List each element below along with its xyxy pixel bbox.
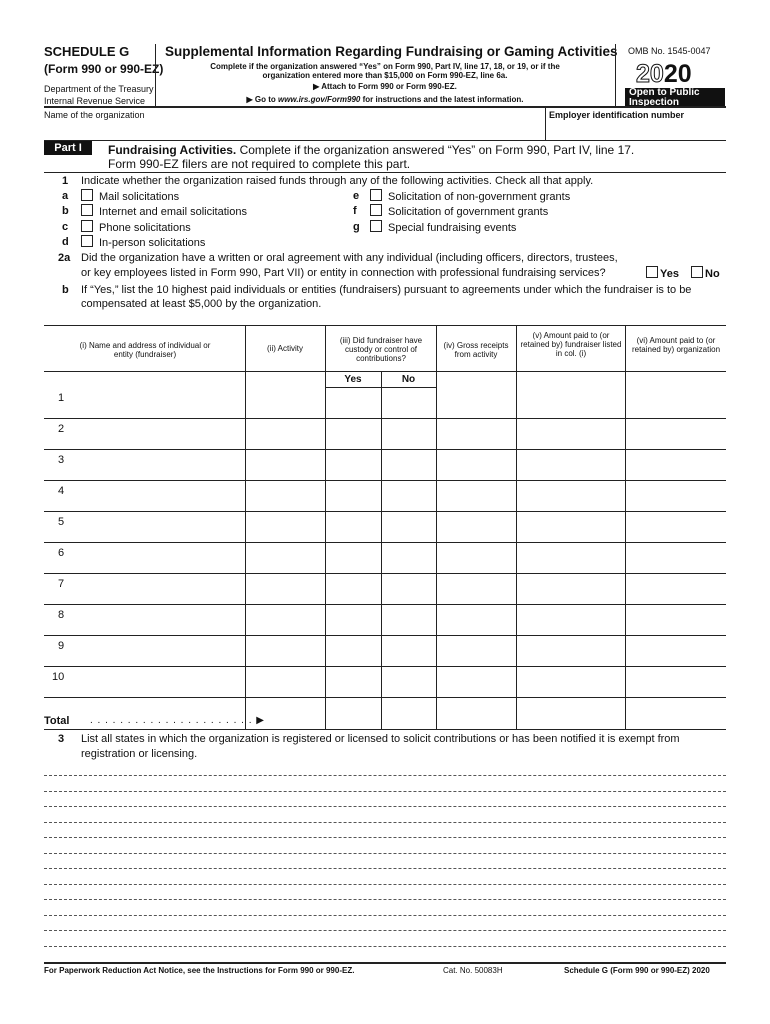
row-number: 8: [58, 609, 65, 621]
subtitle-line1: Complete if the organization answered “Yes” on Form 990, Part IV, line 17, 18, or 19, or if the: [210, 62, 560, 71]
row-number: 10: [52, 671, 65, 683]
subtitle-line2: organization entered more than $15,000 on Form 990-EZ, line 6a.: [262, 71, 508, 80]
option-in-person-solicitations[interactable]: In-person solicitations: [81, 235, 205, 249]
ein-label: Employer identification number: [549, 110, 685, 120]
entry-line[interactable]: [44, 822, 726, 823]
total-label: Total: [44, 715, 70, 727]
option-e-letter: e: [353, 190, 360, 202]
footer-form-id: Schedule G (Form 990 or 990-EZ) 2020: [564, 966, 710, 975]
row-number: 2: [58, 423, 65, 435]
total-paid-org-field[interactable]: [626, 698, 725, 729]
total-leader-dots: . . . . . . . . . . . . . . . . . . . . . . ▶: [90, 715, 265, 726]
row-number: 4: [58, 485, 65, 497]
entry-line[interactable]: [44, 946, 726, 947]
line2a-yes-option[interactable]: Yes: [646, 266, 679, 280]
option-a-letter: a: [62, 190, 69, 202]
option-d-letter: d: [62, 236, 69, 248]
omb-number: OMB No. 1545-0047: [628, 46, 711, 56]
entry-line[interactable]: [44, 853, 726, 854]
line1-number: 1: [62, 175, 69, 187]
line2b-number: b: [62, 284, 69, 296]
part1-label: Part I: [44, 141, 92, 155]
total-gross-receipts-field[interactable]: [437, 698, 515, 729]
row-number: 1: [58, 392, 65, 404]
checkbox-gov-grants[interactable]: [370, 204, 382, 216]
col-paid-to-org-header: (vi) Amount paid to (or retained by) organization: [631, 336, 721, 355]
option-non-government-grants[interactable]: Solicitation of non-government grants: [370, 189, 570, 203]
option-b-letter: b: [62, 205, 69, 217]
entry-line[interactable]: [44, 775, 726, 776]
option-special-events[interactable]: Special fundraising events: [370, 220, 516, 234]
row-number: 9: [58, 640, 65, 652]
checkbox-phone[interactable]: [81, 220, 93, 232]
tax-year: 2020: [636, 60, 692, 88]
entry-line[interactable]: [44, 868, 726, 869]
checkbox-internet[interactable]: [81, 204, 93, 216]
option-government-grants[interactable]: Solicitation of government grants: [370, 204, 548, 218]
form-title: Supplemental Information Regarding Fundraising or Gaming Activities: [165, 44, 618, 59]
entry-line[interactable]: [44, 930, 726, 931]
checkbox-mail[interactable]: [81, 189, 93, 201]
line2b-text1: If “Yes,” list the 10 highest paid individuals or entities (fundraisers) pursuant to agreements under which the fundraiser is to be: [81, 284, 692, 296]
row-number: 6: [58, 547, 65, 559]
dept-line1: Department of the Treasury: [44, 84, 154, 94]
entry-line[interactable]: [44, 899, 726, 900]
col-name-header: (i) Name and address of individual or entity (fundraiser): [79, 341, 211, 360]
attach-instruction: ▶ Attach to Form 990 or Form 990-EZ.: [313, 82, 457, 91]
line2a-number: 2a: [58, 252, 71, 264]
line2a-text2: or key employees listed in Form 990, Part VII) or entity in connection with professional fundraising services?: [81, 267, 606, 279]
part1-subtitle: Form 990-EZ filers are not required to complete this part.: [108, 157, 411, 171]
form-label: (Form 990 or 990-EZ): [44, 62, 164, 76]
org-name-field[interactable]: [44, 120, 544, 140]
row-number: 3: [58, 454, 65, 466]
option-mail-solicitations[interactable]: Mail solicitations: [81, 189, 179, 203]
line2a-text1: Did the organization have a written or oral agreement with any individual (including officers, directors, trustees,: [81, 252, 618, 264]
option-internet-solicitations[interactable]: Internet and email solicitations: [81, 204, 247, 218]
col-gross-receipts-header: (iv) Gross receipts from activity: [443, 341, 509, 360]
row-number: 5: [58, 516, 65, 528]
option-c-letter: c: [62, 221, 69, 233]
schedule-label: SCHEDULE G: [44, 44, 130, 59]
checkbox-special-events[interactable]: [370, 220, 382, 232]
line1-text: Indicate whether the organization raised funds through any of the following activities. Check all that apply.: [81, 175, 594, 187]
entry-line[interactable]: [44, 915, 726, 916]
ein-field[interactable]: [549, 120, 725, 140]
dept-line2: Internal Revenue Service: [44, 96, 146, 106]
checkbox-2a-yes[interactable]: [646, 266, 658, 278]
col-custody-header: (iii) Did fundraiser have custody or control of contributions?: [339, 336, 423, 364]
custody-no-header: No: [401, 374, 416, 385]
entry-line[interactable]: [44, 791, 726, 792]
checkbox-in-person[interactable]: [81, 235, 93, 247]
col-activity-header: (ii) Activity: [267, 344, 303, 353]
line3-text1: List all states in which the organization is registered or licensed to solicit contributions or has been notified it is exempt from: [81, 733, 680, 745]
open-to-public-badge: Open to Public Inspection: [625, 88, 725, 108]
option-phone-solicitations[interactable]: Phone solicitations: [81, 220, 191, 234]
checkbox-non-gov-grants[interactable]: [370, 189, 382, 201]
option-g-letter: g: [353, 221, 360, 233]
option-f-letter: f: [353, 205, 357, 217]
checkbox-2a-no[interactable]: [691, 266, 703, 278]
col-paid-to-fundraiser-header: (v) Amount paid to (or retained by) fundraiser listed in col. (i): [520, 331, 622, 359]
irs-url-link[interactable]: www.irs.gov/Form990: [277, 95, 361, 104]
total-paid-fundraiser-field[interactable]: [517, 698, 624, 729]
line2b-text2: compensated at least $5,000 by the organization.: [81, 298, 322, 310]
entry-line[interactable]: [44, 884, 726, 885]
line2a-no-option[interactable]: No: [691, 266, 720, 280]
entry-line[interactable]: [44, 837, 726, 838]
line3-number: 3: [58, 733, 65, 745]
custody-yes-header: Yes: [344, 374, 362, 385]
line3-text2: registration or licensing.: [81, 748, 198, 760]
catalog-number: Cat. No. 50083H: [443, 966, 503, 975]
paperwork-notice: For Paperwork Reduction Act Notice, see the Instructions for Form 990 or 990-EZ.: [44, 966, 355, 975]
row-number: 7: [58, 578, 65, 590]
org-name-label: Name of the organization: [44, 110, 145, 120]
goto-instruction: ▶ Go to www.irs.gov/Form990 for instructions and the latest information.: [246, 95, 524, 104]
part1-title: Fundraising Activities. Complete if the organization answered “Yes” on Form 990, Part IV, line 17.: [108, 143, 635, 157]
entry-line[interactable]: [44, 806, 726, 807]
